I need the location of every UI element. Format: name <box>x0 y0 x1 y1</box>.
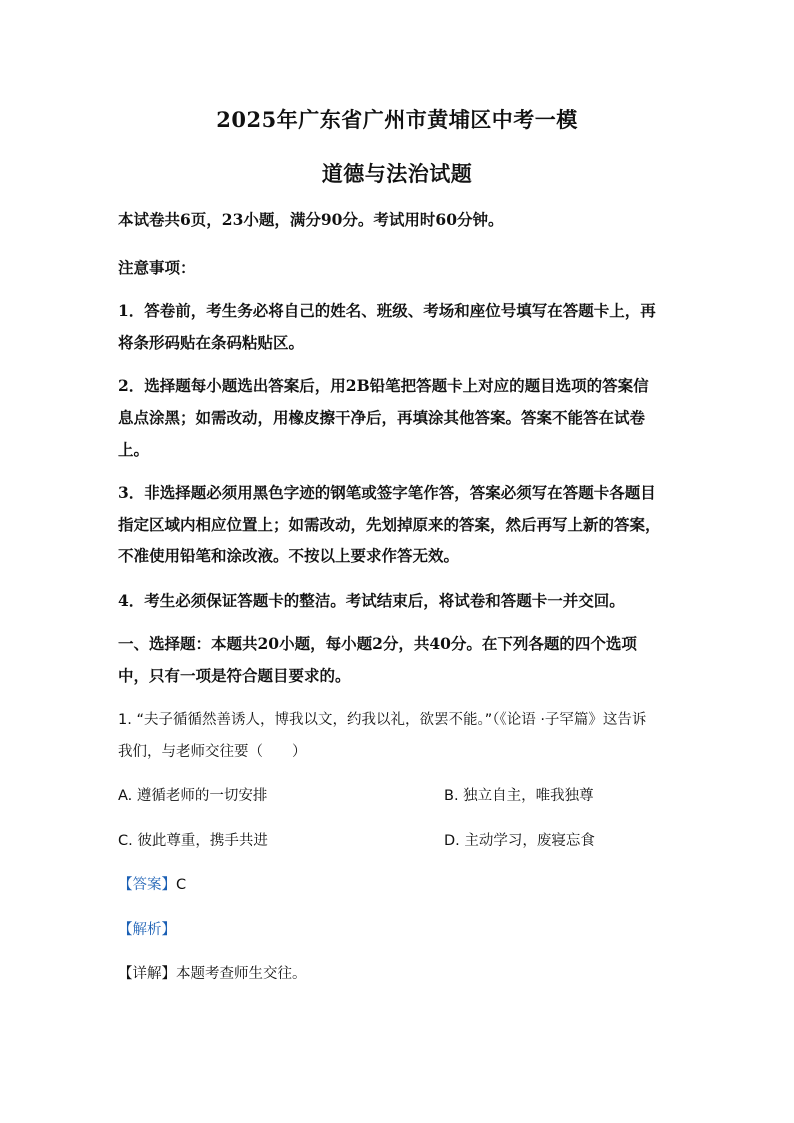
question-1-option-b: B. 独立自主，唯我独尊 <box>444 788 594 804</box>
notice-item-3-line-1: 3．非选择题必须用黑色字迹的钢笔或签字笔作答，答案必须写在答题卡各题目 <box>118 483 656 502</box>
question-1-option-a: A. 遵循老师的一切安排 <box>118 788 268 804</box>
answer-value: C <box>176 877 187 893</box>
detail-label: 【详解】 <box>118 966 176 982</box>
question-1-option-c: C. 彼此尊重，携手共进 <box>118 833 268 849</box>
detail-line <box>118 964 688 984</box>
notice-heading: 注意事项： <box>118 258 196 277</box>
analysis-label: 【解析】 <box>118 922 176 938</box>
notice-item-3-line-2: 指定区域内相应位置上；如需改动，先划掉原来的答案，然后再写上新的答案， <box>118 515 661 534</box>
notice-item-1-line-1: 1．答卷前，考生务必将自己的姓名、班级、考场和座位号填写在答题卡上，再 <box>118 301 656 320</box>
answer-label: 【答案】 <box>118 877 176 893</box>
notice-item-2-line-3: 上。 <box>118 440 150 459</box>
question-1-stem-line-2: 我们，与老师交往要（ ） <box>118 744 307 760</box>
question-1-option-d: D. 主动学习，废寝忘食 <box>444 833 595 849</box>
section-1-heading-line-1: 一、选择题：本题共20小题，每小题2分，共40分。在下列各题的四个选项 <box>118 634 637 653</box>
section-1-heading-line-2: 中，只有一项是符合题目要求的。 <box>118 666 351 685</box>
detail-text: 本题考查师生交往。 <box>176 966 307 982</box>
answer-line <box>118 875 688 895</box>
analysis-line <box>118 920 688 940</box>
notice-item-2-line-2: 息点涂黑；如需改动，用橡皮擦干净后，再填涂其他答案。答案不能答在试卷 <box>118 408 646 427</box>
notice-item-3-line-3: 不准使用铅笔和涂改液。不按以上要求作答无效。 <box>118 546 460 565</box>
notice-item-2-line-1: 2．选择题每小题选出答案后，用2B铅笔把答题卡上对应的题目选项的答案信 <box>118 376 649 395</box>
exam-subject-title: 道德与法治试题 <box>321 161 473 186</box>
exam-title: 2025年广东省广州市黄埔区中考一模 <box>216 107 578 132</box>
notice-item-1-line-2: 将条形码贴在条码粘贴区。 <box>118 333 305 352</box>
question-1-stem-line-1: 1. “夫子循循然善诱人，博我以文，约我以礼，欲罢不能。”（《论语 ·子罕篇》这告诉 <box>118 712 647 728</box>
exam-intro: 本试卷共6页，23小题，满分90分。考试用时60分钟。 <box>118 210 504 229</box>
notice-item-4: 4．考生必须保证答题卡的整洁。考试结束后，将试卷和答题卡一并交回。 <box>118 591 625 610</box>
